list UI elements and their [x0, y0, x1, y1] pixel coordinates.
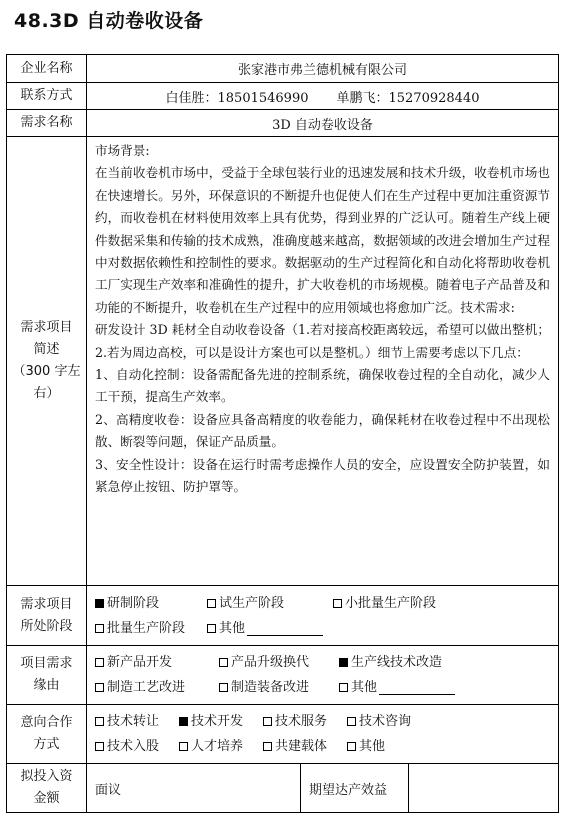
row-origin	[7, 646, 559, 705]
stage-label-line: 所处阶段	[20, 618, 73, 634]
checkbox-icon[interactable]	[95, 742, 104, 751]
option-label: 制造装备改进	[231, 680, 310, 695]
option-label: 其他	[359, 739, 386, 754]
option-label: 产品升级换代	[231, 655, 310, 670]
stage-option[interactable]	[207, 591, 333, 616]
investment-value: 面议	[87, 764, 301, 813]
option-label: 技术开发	[191, 714, 244, 729]
cooperation-option[interactable]	[263, 709, 347, 734]
origin-label-line: 缘由	[33, 678, 60, 693]
cooperation-option[interactable]	[179, 734, 263, 759]
option-label: 技术服务	[275, 714, 328, 729]
checkbox-checked-icon[interactable]	[339, 658, 348, 667]
row-cooperation	[7, 705, 559, 764]
demand-name-label: 需求名称	[7, 110, 87, 137]
cooperation-option[interactable]	[179, 709, 263, 734]
option-label: 技术咨询	[359, 714, 412, 729]
stage-label	[7, 586, 87, 646]
checkbox-icon[interactable]	[219, 658, 228, 667]
cooperation-option[interactable]	[95, 709, 179, 734]
investment-label	[7, 764, 87, 813]
option-label: 其他	[351, 680, 378, 695]
description-text	[87, 137, 559, 586]
other-blank-line[interactable]	[379, 680, 455, 695]
checkbox-icon[interactable]	[263, 742, 272, 751]
stage-label-line: 需求项目	[20, 596, 73, 612]
checkbox-icon[interactable]	[95, 624, 104, 633]
checkbox-icon[interactable]	[207, 599, 216, 608]
option-label: 研制阶段	[107, 595, 160, 611]
row-investment	[7, 764, 559, 813]
checkbox-icon[interactable]	[333, 599, 342, 608]
origin-option[interactable]	[95, 650, 219, 675]
option-label: 批量生产阶段	[107, 620, 186, 636]
option-label: 人才培养	[191, 739, 244, 754]
expected-benefit-value[interactable]	[409, 764, 559, 813]
checkbox-icon[interactable]	[347, 742, 356, 751]
row-company	[7, 55, 559, 83]
description-label-line: 右）	[33, 386, 60, 401]
option-label: 新产品开发	[107, 655, 173, 670]
checkbox-icon[interactable]	[347, 717, 356, 726]
contact-person-2: 单鹏飞：15270928440	[336, 90, 480, 106]
investment-label-line: 金额	[33, 791, 60, 806]
expected-benefit-label: 期望达产效益	[301, 764, 409, 813]
origin-option[interactable]	[339, 650, 442, 675]
checkbox-checked-icon[interactable]	[95, 599, 104, 608]
origin-options	[87, 646, 559, 705]
checkbox-icon[interactable]	[179, 742, 188, 751]
option-label: 技术转让	[107, 714, 160, 729]
paragraph: 1、自动化控制：设备需配备先进的控制系统，确保收卷过程的全自动化，减少人工干预，提高生产效率。	[95, 367, 550, 405]
description-label-line: 需求项目	[20, 320, 73, 335]
stage-option[interactable]	[207, 616, 323, 641]
checkbox-icon[interactable]	[95, 717, 104, 726]
option-label: 试生产阶段	[219, 595, 285, 611]
page-title: 48.3D 自动卷收设备	[14, 10, 204, 32]
paragraph: 在当前收卷机市场中，受益于全球包装行业的迅速发展和技术升级，收卷机市场也在快速增长。另外，环保意识的不断提升也促使人们在生产过程中更加注重资源节约，而收卷机在材料使用效率上具有优势，得到业界的广泛认可。随着生产线上硬件数据采集和传输的技术成熟，准确度越来越高，数据领域的改进会增加生产过程中对数据依赖性和控制性的要求。数据驱动的生产过程简化和自动化将帮助收卷机工厂实现生产效率和准确性的提升，扩大收卷机的市场规模。随着电子产品普及和功能的不断提升，收卷机在生产过程中的应用领域也将愈加广泛。技术需求:	[95, 165, 550, 315]
option-label: 技术入股	[107, 739, 160, 754]
paragraph: 2、高精度收卷：设备应具备高精度的收卷能力，确保耗材在收卷过程中不出现松散、断裂等问题，保证产品质量。	[95, 411, 550, 450]
cooperation-option[interactable]	[263, 734, 347, 759]
option-label: 小批量生产阶段	[345, 595, 437, 611]
checkbox-icon[interactable]	[207, 624, 216, 633]
demand-name-value: 3D 自动卷收设备	[87, 110, 559, 137]
other-blank-line[interactable]	[247, 621, 323, 636]
company-label: 企业名称	[7, 55, 87, 83]
option-label: 制造工艺改进	[107, 680, 186, 695]
checkbox-icon[interactable]	[263, 717, 272, 726]
cooperation-option[interactable]	[347, 709, 411, 734]
company-value: 张家港市弗兰德机械有限公司	[87, 55, 559, 83]
origin-label-line: 项目需求	[20, 656, 73, 671]
checkbox-icon[interactable]	[95, 658, 104, 667]
row-contact	[7, 83, 559, 110]
demand-form-table	[6, 54, 559, 813]
option-label: 共建载体	[275, 739, 328, 754]
row-description	[7, 137, 559, 586]
stage-options	[87, 586, 559, 646]
paragraph: 研发设计 3D 耗材全自动收卷设备（1.若对接高校距离较远，希望可以做出整机；2.若为周边高校，可以是设计方案也可以是整机。）细节上需要考虑以下几点：	[95, 322, 550, 360]
row-demand-name	[7, 110, 559, 137]
checkbox-icon[interactable]	[219, 683, 228, 692]
cooperation-options	[87, 705, 559, 764]
checkbox-icon[interactable]	[339, 683, 348, 692]
paragraph: 市场背景:	[95, 143, 150, 158]
contact-label: 联系方式	[7, 83, 87, 110]
description-label-line: （300 字左	[12, 364, 81, 379]
paragraph: 3、安全性设计：设备在运行时需考虑操作人员的安全，应设置安全防护装置，如紧急停止按钮、防护罩等。	[95, 456, 550, 495]
cooperation-label-line: 意向合作	[20, 715, 73, 730]
contact-value	[87, 83, 559, 110]
cooperation-option[interactable]	[95, 734, 179, 759]
stage-option[interactable]	[95, 616, 207, 641]
checkbox-icon[interactable]	[95, 683, 104, 692]
origin-option[interactable]	[219, 675, 339, 700]
origin-label	[7, 646, 87, 705]
investment-label-line: 拟投入资	[20, 769, 73, 784]
description-label-line: 简述	[33, 342, 60, 357]
row-stage	[7, 586, 559, 646]
origin-option[interactable]	[219, 650, 339, 675]
cooperation-label-line: 方式	[33, 737, 60, 752]
stage-option[interactable]	[95, 591, 207, 616]
stage-option[interactable]	[333, 591, 436, 616]
option-label: 其他	[219, 620, 246, 636]
cooperation-option[interactable]	[347, 734, 385, 759]
origin-option[interactable]	[95, 675, 219, 700]
option-label: 生产线技术改造	[351, 655, 443, 670]
contact-person-1: 白佳胜：18501546990	[165, 90, 309, 106]
description-label	[7, 137, 87, 586]
cooperation-label	[7, 705, 87, 764]
origin-option[interactable]	[339, 675, 455, 700]
checkbox-checked-icon[interactable]	[179, 717, 188, 726]
